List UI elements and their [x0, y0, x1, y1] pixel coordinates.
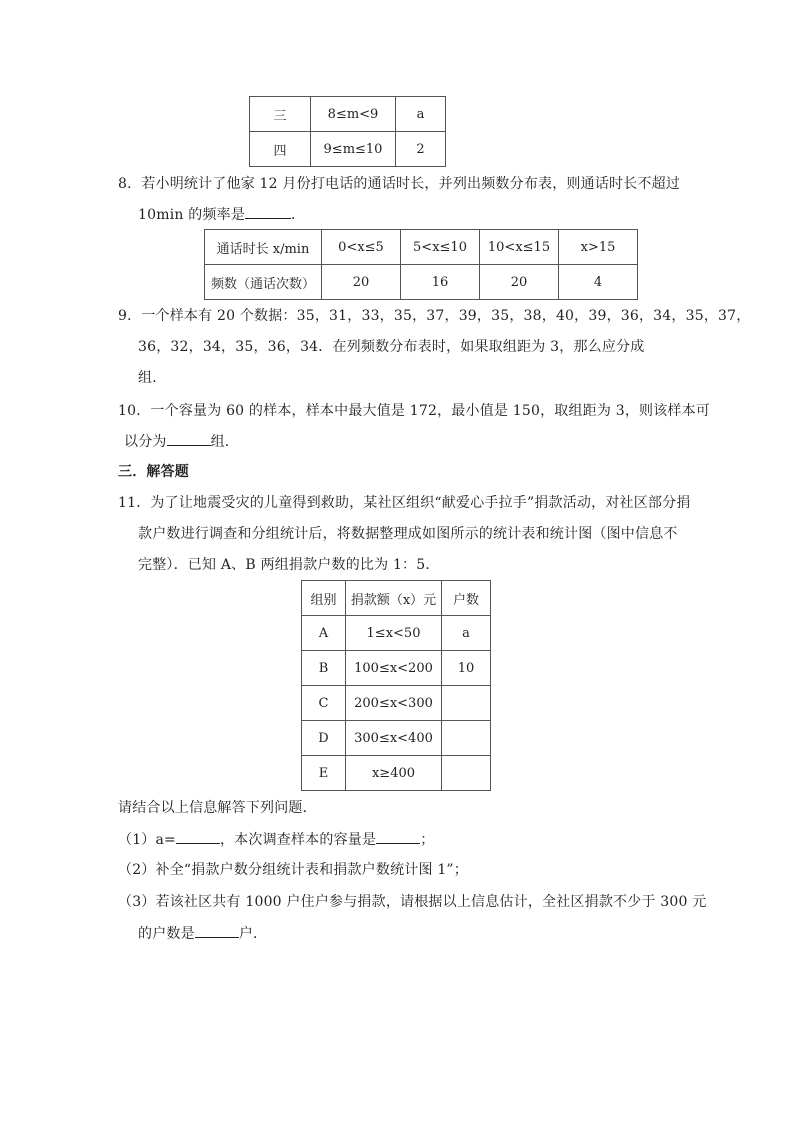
table-cell: 1≤x<50: [346, 616, 442, 651]
table-cell: x≥400: [346, 756, 442, 791]
question-text: （1）a=: [118, 832, 176, 848]
table-row: [302, 686, 491, 721]
question-11-part-3-line-2: [138, 923, 267, 944]
table-cell: a: [396, 97, 446, 132]
question-text: 36，32，34，35，36，34．在列频数分布表时，如果取组距为 3，那么应分成: [138, 339, 645, 355]
table-header-cell: 0<x≤5: [322, 230, 401, 265]
question-9-line-3: [138, 368, 166, 388]
table-cell: [442, 686, 491, 721]
question-text: 10min 的频率是: [138, 207, 246, 223]
table-cell: 三: [250, 97, 311, 132]
question-text: 的户数是: [138, 926, 195, 942]
table-header-cell: 5<x≤10: [401, 230, 480, 265]
table-header-cell: 通话时长 x/min: [205, 230, 322, 265]
table-row: [302, 651, 491, 686]
question-text: 组．: [210, 434, 240, 450]
table-cell: 20: [480, 265, 559, 300]
table-cell: 10: [442, 651, 491, 686]
table-cell: [442, 756, 491, 791]
question-11-part-1: [118, 829, 434, 850]
table-header-row: [302, 581, 491, 616]
top-frequency-table: [249, 96, 446, 167]
question-text: 一个样本有 20 个数据：35，31，33，35，37，39，35，38，40，39，36，34，35，37，: [141, 308, 751, 324]
table-cell: 300≤x<400: [346, 721, 442, 756]
table-header-cell: 捐款额（x）元: [346, 581, 442, 616]
answer-blank[interactable]: [167, 431, 211, 446]
question-number: 10．: [118, 403, 151, 419]
question-number: 11．: [118, 495, 151, 511]
table-cell: 200≤x<300: [346, 686, 442, 721]
table-cell: A: [302, 616, 346, 651]
question-11-line-3: [138, 555, 440, 575]
table-cell: 4: [559, 265, 638, 300]
question-11-part-3-line-1: （3）若该社区共有 1000 户住户参与捐款，请根据以上信息估计，全社区捐款不少于 300 元: [118, 894, 707, 910]
table-row: [302, 616, 491, 651]
question-10-line-1: [118, 401, 710, 421]
table-header-cell: x>15: [559, 230, 638, 265]
question-8-line-2: [138, 204, 305, 225]
table-row: [250, 132, 446, 167]
question-11-line-1: [118, 493, 691, 513]
question-text: ，本次调查样本的容量是: [219, 832, 377, 848]
table-header-row: [205, 230, 638, 265]
answer-blank[interactable]: [176, 829, 220, 844]
question-text: 完整）．已知 A、B 两组捐款户数的比为 1：5．: [138, 557, 440, 573]
question-text: 以分为: [124, 434, 167, 450]
table-cell: 四: [250, 132, 311, 167]
table-header-cell: 10<x≤15: [480, 230, 559, 265]
question-11-part-2: （2）补全“捐款户数分组统计表和捐款户数统计图 1”；: [118, 862, 468, 878]
table-cell: B: [302, 651, 346, 686]
question-11-prompt: 请结合以上信息解答下列问题．: [118, 800, 317, 816]
table-cell: 100≤x<200: [346, 651, 442, 686]
question-10-line-2: [124, 431, 239, 452]
call-duration-table: [204, 229, 638, 300]
table-header-cell: 户数: [442, 581, 491, 616]
table-cell: C: [302, 686, 346, 721]
question-number: 8．: [118, 176, 142, 192]
question-text: 款户数进行调查和分组统计后，将数据整理成如图所示的统计表和统计图（图中信息不: [138, 526, 678, 542]
question-8-line-1: [118, 174, 680, 194]
question-text: 为了让地震受灾的儿童得到救助，某社区组织“献爱心手拉手”捐款活动，对社区部分捐: [150, 495, 691, 511]
section-title: 三．解答题: [118, 464, 189, 480]
question-number: 9．: [118, 308, 142, 324]
answer-blank[interactable]: [376, 829, 420, 844]
table-row: [205, 265, 638, 300]
table-row: [302, 756, 491, 791]
question-text: ；: [420, 832, 435, 848]
table-cell: 频数（通话次数）: [205, 265, 322, 300]
question-text: 若小明统计了他家 12 月份打电话的通话时长，并列出频数分布表，则通话时长不超过: [141, 176, 681, 192]
donation-table: [301, 580, 491, 791]
answer-blank[interactable]: [195, 923, 239, 938]
table-cell: 2: [396, 132, 446, 167]
answer-blank[interactable]: [245, 204, 291, 219]
question-text: 组．: [138, 370, 167, 386]
table-cell: D: [302, 721, 346, 756]
table-cell: 20: [322, 265, 401, 300]
table-header-cell: 组别: [302, 581, 346, 616]
table-cell: [442, 721, 491, 756]
table-cell: 8≤m<9: [311, 97, 396, 132]
question-9-line-1: [118, 306, 750, 326]
question-11-line-2: [138, 524, 678, 544]
table-cell: 16: [401, 265, 480, 300]
table-cell: a: [442, 616, 491, 651]
table-cell: E: [302, 756, 346, 791]
question-text: ．: [291, 207, 306, 223]
table-cell: 9≤m≤10: [311, 132, 396, 167]
question-text: 一个容量为 60 的样本，样本中最大值是 172，最小值是 150，取组距为 3，则该样本可: [150, 403, 711, 419]
table-row: [250, 97, 446, 132]
question-9-line-2: [138, 337, 644, 357]
table-row: [302, 721, 491, 756]
question-text: 户．: [238, 926, 268, 942]
